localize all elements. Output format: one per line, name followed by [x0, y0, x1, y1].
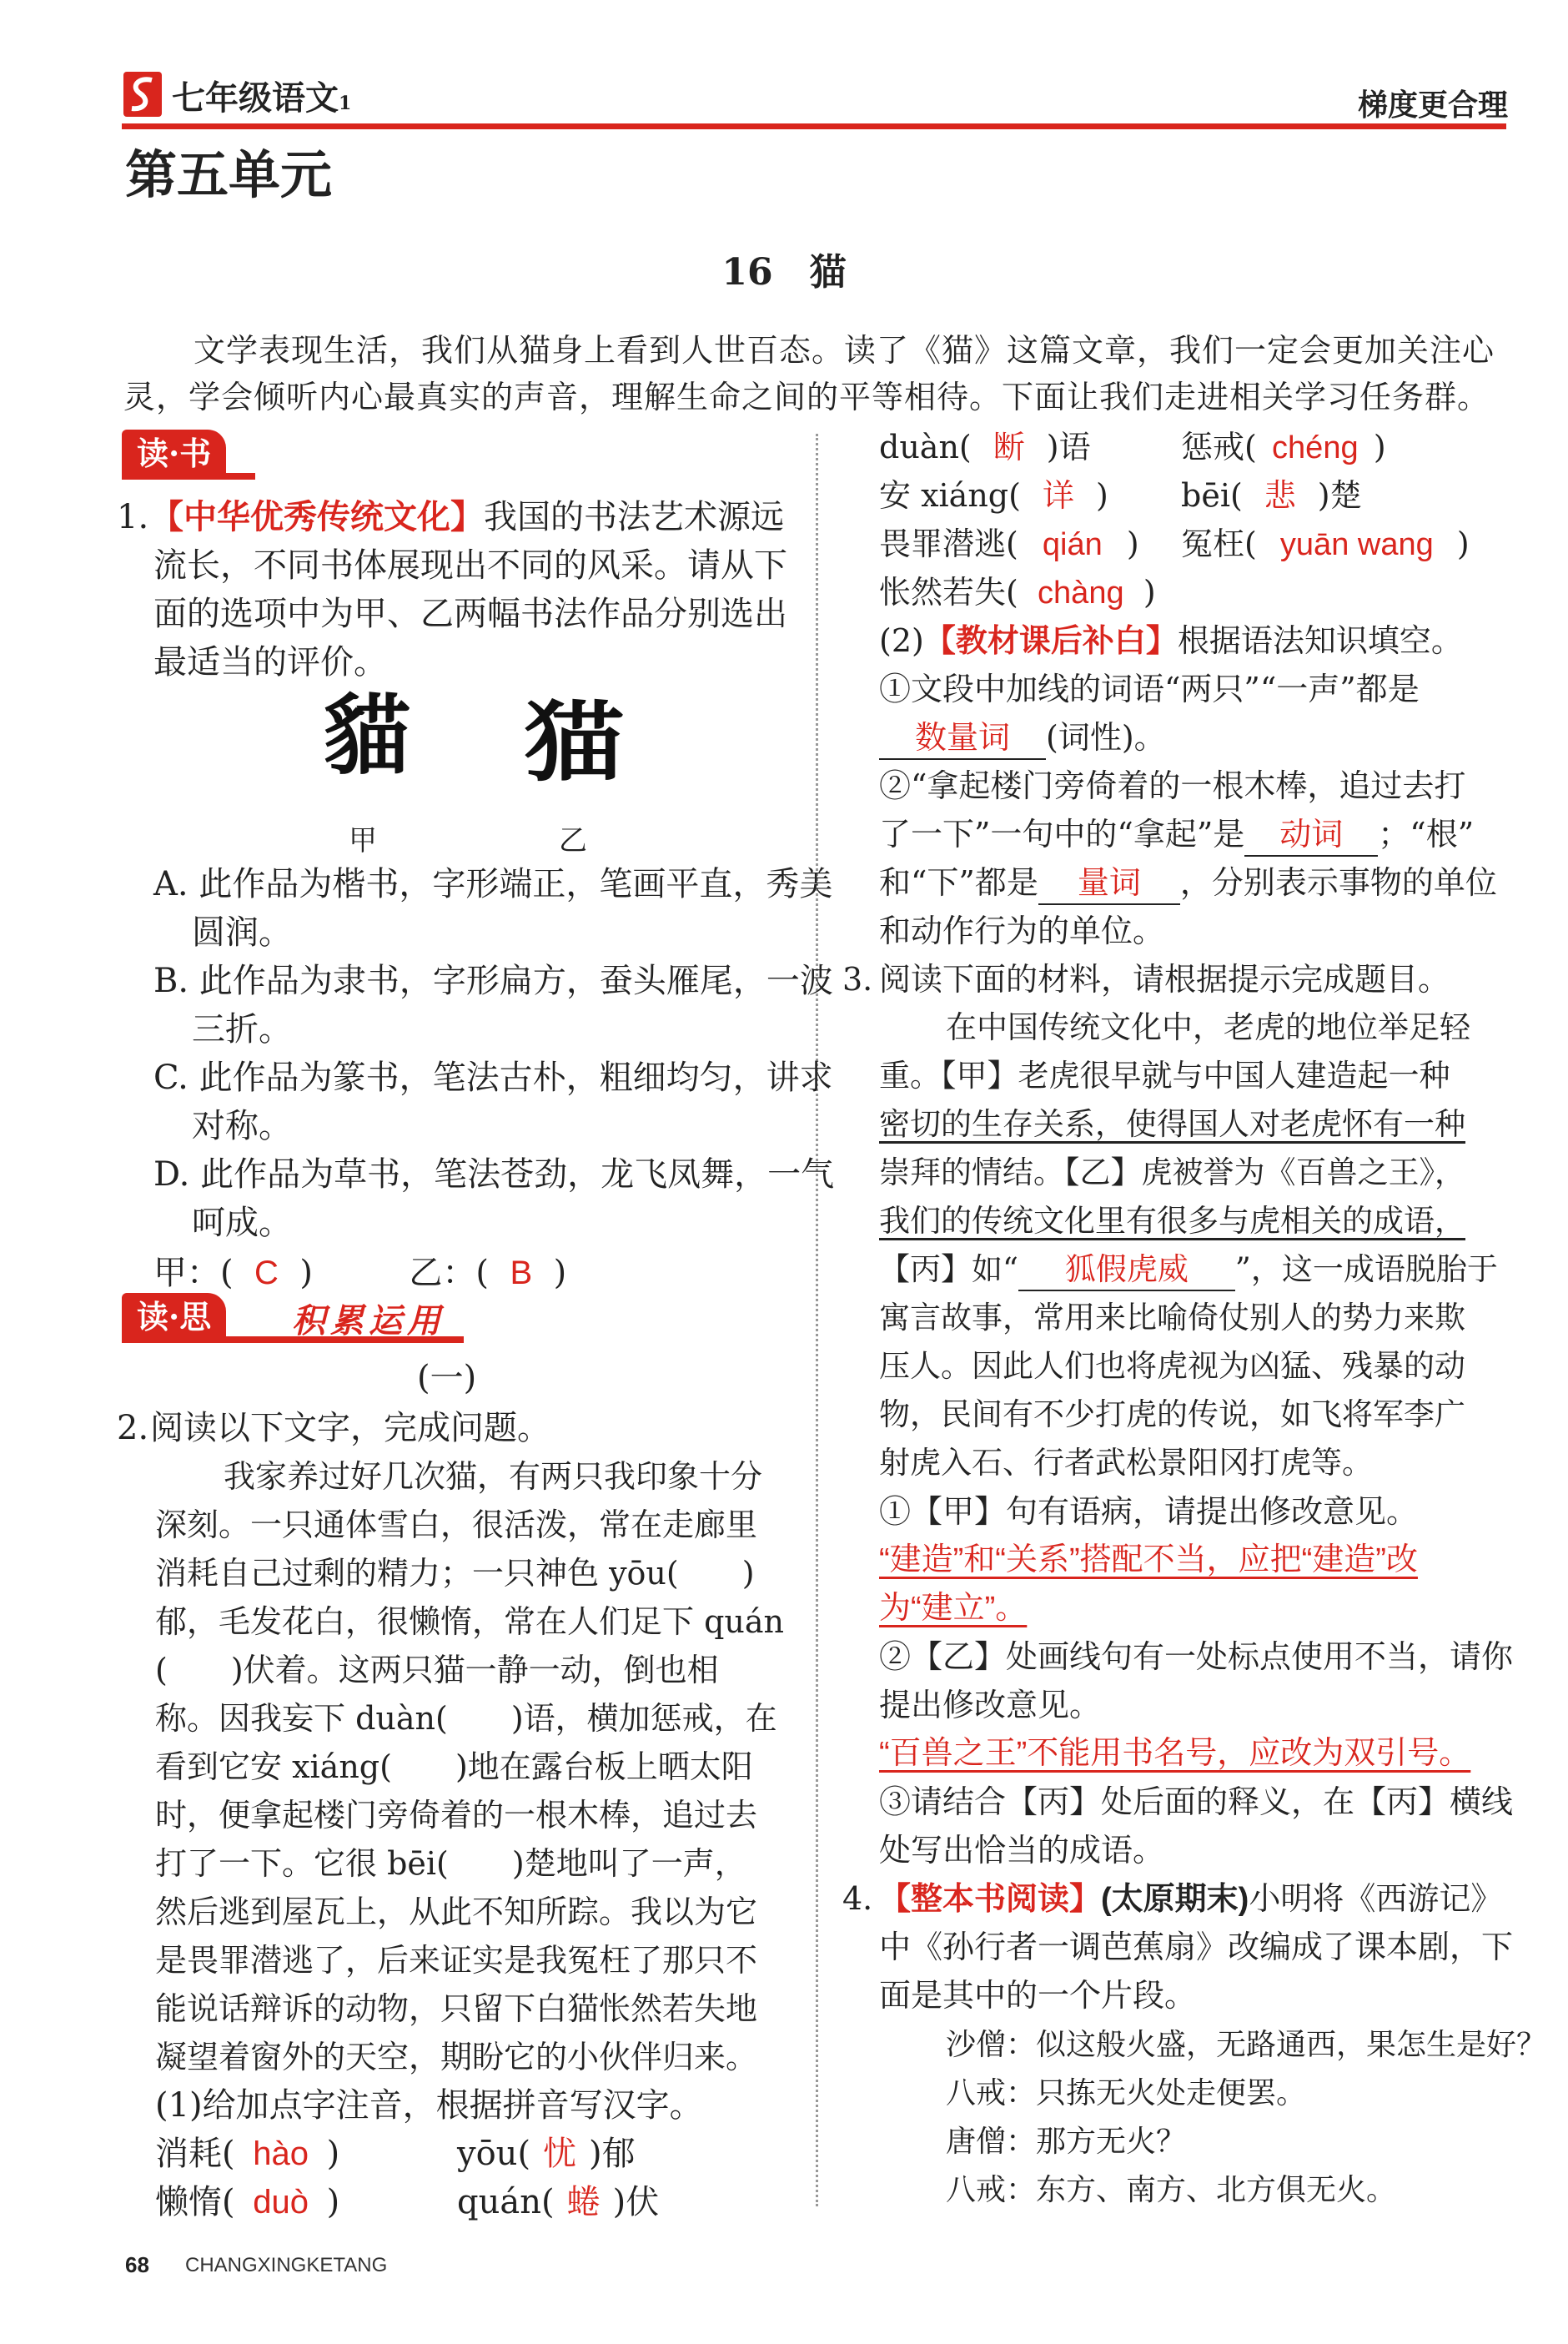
intro-line: 灵，学会倾听内心最真实的声音，理解生命之间的平等相待。下面让我们走进相关学习任务群。 — [123, 379, 1490, 415]
q3-sub-a-answer: “建造”和“关系”搭配不当，应把“建造”改 — [879, 1542, 1418, 1577]
option-c-cont: 对称。 — [192, 1107, 292, 1145]
q3-passage: 寓言故事，常用来比喻倚仗别人的势力来欺 — [879, 1300, 1465, 1335]
passage-line: 我家养过好几次猫，有两只我印象十分 — [224, 1458, 763, 1495]
q3-sub-b: ②【乙】处画线句有一处标点使用不当，请你 — [879, 1638, 1514, 1675]
q3-sub-a-answer: 为“建立”。 — [879, 1591, 1028, 1626]
q1-first-line — [150, 494, 784, 541]
s2a-answer-line: 数量词 (词性)。 — [879, 714, 1166, 761]
blank-you: yōu( 忧 )郁 — [457, 2135, 636, 2173]
q3-sub-c: 处写出恰当的成语。 — [879, 1832, 1165, 1869]
logo-icon — [122, 70, 163, 118]
passage-line: 称。因我妄下 duàn( )语，横加惩戒，在 — [155, 1700, 777, 1737]
option-c: C. 此作品为篆书，笔法古朴，粗细均匀，讲求 — [153, 1059, 833, 1097]
option-d: D. 此作品为草书，笔法苍劲，龙飞凤舞，一气 — [153, 1155, 835, 1194]
blank-cheng: 惩戒( chéng ) — [1181, 429, 1386, 465]
column-divider — [816, 434, 818, 2206]
blank-qian: 畏罪潜逃( qián ) — [879, 526, 1139, 562]
label-jia: 甲 — [349, 824, 377, 858]
q3-number: 3. — [842, 961, 873, 998]
unit-title: 第五单元 — [125, 144, 333, 205]
passage-line: 深刻。一只通体雪白，很活泼，常在走廊里 — [155, 1506, 758, 1543]
blank-duo: 懒惰( duò ) — [155, 2183, 340, 2221]
calligraphy-jia: 貓 — [324, 684, 411, 787]
q2-sub1: (1)给加点字注音，根据拼音写汉字。 — [155, 2086, 703, 2125]
section-tag-think: 读·思 — [122, 1293, 226, 1341]
blank-duan: duàn( 断 )语 — [879, 429, 1091, 465]
footer-brand: CHANGXINGKETANG — [185, 2254, 388, 2276]
option-a-cont: 圆润。 — [192, 913, 292, 952]
q1-answer-jia: C — [254, 1255, 279, 1291]
q1-number: 1. — [117, 498, 149, 536]
section-tag-bar — [122, 473, 255, 480]
q3-passage: 在中国传统文化中，老虎的地位举足轻 — [946, 1009, 1470, 1045]
q4-stem: 中《孙行者一调芭蕉扇》改编成了课本剧，下 — [879, 1929, 1514, 1965]
q3-passage: 物，民间有不少打虎的传说，如飞将军李广 — [879, 1396, 1465, 1432]
q4-stem: 面是其中的一个片段。 — [879, 1977, 1197, 2014]
q3-passage: 射虎入石、行者武松景阳冈打虎等。 — [879, 1445, 1373, 1481]
blank-xiang: 安 xiáng( 详 ) — [879, 477, 1108, 514]
q4-dialog: 沙僧：似这般火盛，无路通西，果怎生是好？ — [946, 2028, 1547, 2062]
blank-yuanwang: 冤枉( yuān wang ) — [1181, 526, 1470, 562]
s2b-line: 了一下”一句中的“拿起”是 动词 ；“根” — [879, 811, 1474, 858]
s2a-line: ①文段中加线的词语“两只”“一声”都是 — [879, 671, 1420, 707]
passage-line: 凝望着窗外的天空，期盼它的小伙伴归来。 — [155, 2039, 758, 2075]
header-slogan: 梯度更合理 — [1358, 88, 1509, 123]
q3-sub-b-answer: “百兽之王”不能用书名号，应改为双引号。 — [879, 1736, 1471, 1771]
blank-bei: bēi( 悲 )楚 — [1181, 477, 1362, 514]
part-label: (一) — [417, 1359, 477, 1397]
q1-answer-yi: B — [510, 1255, 533, 1291]
passage-line: ( )伏着。这两只猫一静一动，倒也相 — [155, 1652, 719, 1688]
passage-line: 能说话辩诉的动物，只留下白猫怅然若失地 — [155, 1990, 758, 2027]
q3-passage: 我们的传统文化里有很多与虎相关的成语， — [879, 1203, 1465, 1239]
s2b-line: 和动作行为的单位。 — [879, 913, 1165, 949]
q1-stem: 最适当的评价。 — [153, 643, 387, 682]
intro-line: 文学表现生活，我们从猫身上看到人世百态。读了《猫》这篇文章，我们一定会更加关注心 — [193, 332, 1495, 369]
passage-line: 消耗自己过剩的精力；一只神色 yōu( ) — [155, 1555, 755, 1592]
sub2-badge: 【教材课后补白】 — [923, 624, 1178, 659]
q4-number: 4. — [842, 1880, 873, 1917]
blank-hao: 消耗( hào ) — [155, 2135, 340, 2173]
q3-passage: 重。【甲】老虎很早就与中国人建造起一种 — [879, 1058, 1450, 1094]
s2b-line: 和“下”都是 量词 ，分别表示事物的单位 — [879, 859, 1497, 906]
q4-dialog: 八戒：只拣无火处走便罢。 — [946, 2076, 1307, 2110]
q3-sub-b: 提出修改意见。 — [879, 1687, 1102, 1723]
q2-number: 2. — [117, 1409, 149, 1447]
passage-line: 郁，毛发花白，很懒惰，常在人们足下 quán — [155, 1603, 785, 1640]
blank-quan: quán( 蜷 )伏 — [457, 2183, 660, 2221]
q4-first-line: 【整本书阅读】(太原期末)小明将《西游记》 — [879, 1880, 1503, 1917]
q3-passage: 密切的生存关系，使得国人对老虎怀有一种 — [879, 1106, 1465, 1142]
series-title: 七年级语文1 — [172, 78, 352, 118]
q3-stem: 阅读下面的材料，请根据提示完成题目。 — [879, 961, 1450, 998]
label-yi: 乙 — [559, 824, 587, 858]
option-b: B. 此作品为隶书，字形扁方，蚕头雁尾，一波 — [153, 962, 833, 1000]
q4-source: (太原期末) — [1101, 1882, 1249, 1917]
q1-answer-row: 甲：( C ) 乙：( B ) — [153, 1254, 567, 1292]
q1-stem: 面的选项中为甲、乙两幅书法作品分别选出 — [153, 595, 787, 633]
section-tag-read: 读·书 — [122, 430, 226, 478]
passage-line: 时，便拿起楼门旁倚着的一根木棒，追过去 — [155, 1797, 758, 1833]
section-title: 积累运用 — [292, 1303, 445, 1340]
header-rule — [122, 123, 1506, 129]
q4-badge: 【整本书阅读】 — [879, 1882, 1102, 1917]
q3-passage: 压人。因此人们也将虎视为凶猛、残暴的动 — [879, 1348, 1465, 1384]
q4-dialog: 唐僧：那方无火？ — [946, 2125, 1187, 2159]
q2-stem: 阅读以下文字，完成问题。 — [150, 1409, 550, 1447]
q3-sub-a: ①【甲】句有语病，请提出修改意见。 — [879, 1493, 1419, 1530]
lesson-title: 16 猫 — [721, 251, 847, 294]
passage-line: 然后逃到屋瓦上，从此不知所踪。我以为它 — [155, 1894, 758, 1930]
calligraphy-yi: 猫 — [524, 691, 624, 793]
q3-passage: 崇拜的情结。【乙】虎被誉为《百兽之王》， — [879, 1154, 1465, 1190]
passage-line: 看到它安 xiáng( )地在露台板上晒太阳 — [155, 1748, 753, 1785]
q3-passage-bing: 【丙】如“ 狐假虎威 ”，这一成语脱胎于 — [879, 1246, 1498, 1293]
option-b-cont: 三折。 — [192, 1010, 292, 1049]
q1-badge: 【中华优秀传统文化】 — [150, 499, 484, 536]
passage-line: 是畏罪潜逃了，后来证实是我冤枉了那只不 — [155, 1942, 758, 1979]
q1-stem: 我国的书法艺术源远 — [484, 498, 784, 536]
option-d-cont: 呵成。 — [192, 1204, 292, 1242]
q1-stem: 流长，不同书体展现出不同的风采。请从下 — [153, 546, 787, 585]
passage-line: 打了一下。它很 bēi( )楚地叫了一声， — [155, 1845, 746, 1882]
page-number: 68 — [125, 2252, 149, 2277]
q4-dialog: 八戒：东方、南方、北方俱无火。 — [946, 2173, 1397, 2207]
blank-chang: 怅然若失( chàng ) — [879, 574, 1156, 611]
s2b-line: ②“拿起楼门旁倚着的一根木棒，追过去打 — [879, 767, 1466, 804]
q2-sub2: (2)【教材课后补白】根据语法知识填空。 — [879, 622, 1463, 659]
q3-sub-c: ③请结合【丙】处后面的释义，在【丙】横线 — [879, 1783, 1514, 1820]
option-a: A. 此作品为楷书，字形端正，笔画平直，秀美 — [153, 865, 833, 903]
